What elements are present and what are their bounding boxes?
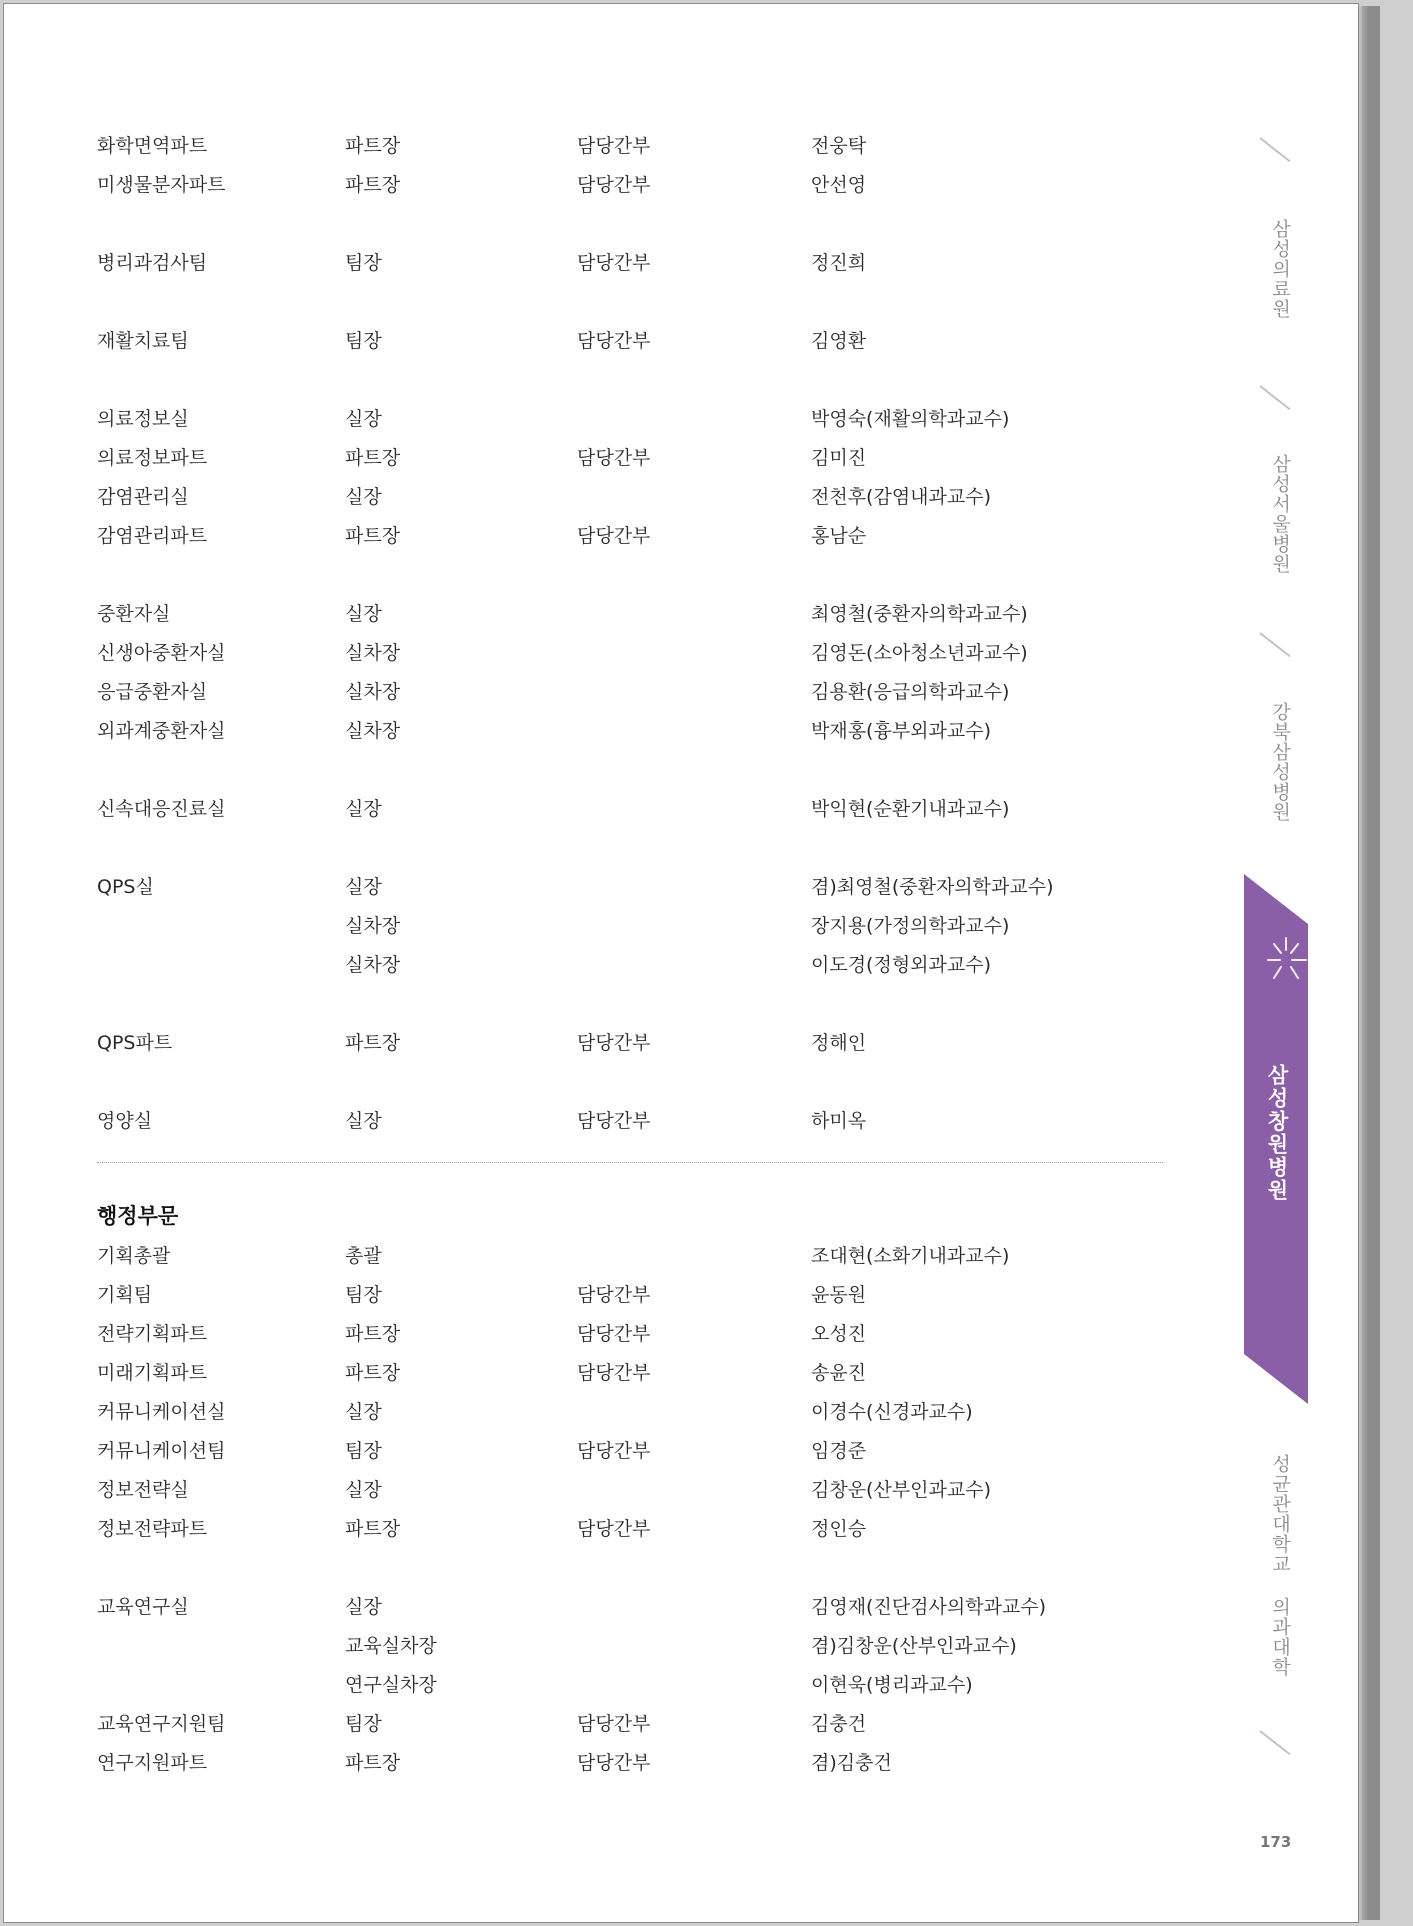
side-tab-samsung-medical-center[interactable]: 삼성의료원 [1269,219,1291,319]
position-cell: 실차장 [345,681,401,703]
table-row [97,1631,1177,1670]
person-name-cell: 김영환 [811,330,867,352]
staff-role-cell: 담당간부 [577,447,651,469]
table-row [97,1241,1177,1280]
staff-role-cell: 담당간부 [577,1713,651,1735]
person-name-cell: 김영재(진단검사의학과교수) [811,1596,1047,1618]
table-row [97,1709,1177,1748]
table-row [97,1358,1177,1397]
person-name-cell: 겸)김창운(산부인과교수) [811,1635,1017,1657]
position-cell: 파트장 [345,525,401,547]
department-cell: 외과계중환자실 [97,720,226,742]
sparkle-icon [1264,934,1308,988]
table-row [97,638,1177,677]
person-name-cell: 이경수(신경과교수) [811,1401,973,1423]
person-name-cell: 홍남순 [811,525,867,547]
department-cell: 응급중환자실 [97,681,208,703]
page-edge [1370,6,1380,1920]
position-cell: 팀장 [345,1284,382,1306]
staff-role-cell: 담당간부 [577,1032,651,1054]
slash-divider-icon [1259,137,1290,162]
person-name-cell: 오성진 [811,1323,867,1345]
person-name-cell: 윤동원 [811,1284,867,1306]
person-name-cell: 전웅탁 [811,135,867,157]
position-cell: 실장 [345,1479,382,1501]
position-cell: 파트장 [345,1518,401,1540]
person-name-cell: 정해인 [811,1032,867,1054]
department-cell: 신속대응진료실 [97,798,226,820]
position-cell: 실장 [345,486,382,508]
department-cell: 화학면역파트 [97,135,208,157]
table-row [97,1592,1177,1631]
table-row [97,1436,1177,1475]
department-cell: 정보전략파트 [97,1518,208,1540]
department-cell: 감염관리파트 [97,525,208,547]
table-row [97,1319,1177,1358]
staff-role-cell: 담당간부 [577,174,651,196]
position-cell: 파트장 [345,1752,401,1774]
slash-divider-icon [1259,1730,1290,1755]
department-cell: 미래기획파트 [97,1362,208,1384]
table-row [97,1748,1177,1787]
person-name-cell: 김영돈(소아청소년과교수) [811,642,1028,664]
position-cell: 파트장 [345,135,401,157]
position-cell: 파트장 [345,174,401,196]
department-cell: 의료정보파트 [97,447,208,469]
person-name-cell: 겸)최영철(중환자의학과교수) [811,876,1054,898]
staff-role-cell: 담당간부 [577,135,651,157]
position-cell: 파트장 [345,1362,401,1384]
side-tab-samsung-changwon-hospital[interactable]: 삼성창원병원 [1265,1064,1289,1202]
position-cell: 파트장 [345,447,401,469]
department-cell: 커뮤니케이션실 [97,1401,226,1423]
department-cell: 감염관리실 [97,486,189,508]
person-name-cell: 전천후(감염내과교수) [811,486,992,508]
table-row [97,911,1177,950]
person-name-cell: 김미진 [811,447,867,469]
position-cell: 팀장 [345,252,382,274]
staff-role-cell: 담당간부 [577,1110,651,1132]
department-cell: 커뮤니케이션팀 [97,1440,226,1462]
table-row [97,404,1177,443]
table-row [97,326,1177,365]
table-row [97,1475,1177,1514]
table-row [97,1280,1177,1319]
department-cell: 정보전략실 [97,1479,189,1501]
staff-role-cell: 담당간부 [577,330,651,352]
department-cell: 신생아중환자실 [97,642,226,664]
side-tab-samsung-seoul-hospital[interactable]: 삼성서울병원 [1269,454,1291,574]
table-row [97,950,1177,989]
staff-role-cell: 담당간부 [577,252,651,274]
department-cell: 연구지원파트 [97,1752,208,1774]
position-cell: 실장 [345,603,382,625]
document-page [3,3,1359,1923]
department-cell: 재활치료팀 [97,330,189,352]
person-name-cell: 김용환(응급의학과교수) [811,681,1010,703]
department-cell: 영양실 [97,1110,153,1132]
table-row [97,1106,1177,1145]
table-row [97,794,1177,833]
staff-role-cell: 담당간부 [577,525,651,547]
position-cell: 교육실차장 [345,1635,437,1657]
person-name-cell: 이도경(정형외과교수) [811,954,992,976]
department-cell: 교육연구실 [97,1596,189,1618]
position-cell: 실장 [345,408,382,430]
staff-role-cell: 담당간부 [577,1518,651,1540]
department-cell: 교육연구지원팀 [97,1713,226,1735]
person-name-cell: 정인승 [811,1518,867,1540]
department-cell: QPS실 [97,876,154,898]
table-row [97,1397,1177,1436]
department-cell: 병리과검사팀 [97,252,208,274]
person-name-cell: 박익현(순환기내과교수) [811,798,1010,820]
person-name-cell: 정진희 [811,252,867,274]
table-row [97,599,1177,638]
org-table [97,131,1177,1787]
person-name-cell: 장지용(가정의학과교수) [811,915,1010,937]
department-cell: 미생물분자파트 [97,174,226,196]
position-cell: 실장 [345,876,382,898]
person-name-cell: 박재홍(흉부외과교수) [811,720,992,742]
position-cell: 파트장 [345,1032,401,1054]
position-cell: 파트장 [345,1323,401,1345]
table-row [97,521,1177,560]
table-row [97,248,1177,287]
staff-role-cell: 담당간부 [577,1284,651,1306]
table-row [97,716,1177,755]
position-cell: 실장 [345,1110,382,1132]
position-cell: 실장 [345,1596,382,1618]
position-cell: 실장 [345,798,382,820]
person-name-cell: 박영숙(재활의학과교수) [811,408,1010,430]
table-row [97,677,1177,716]
section-title: 행정부문 [97,1204,179,1228]
table-row [97,170,1177,209]
side-tab-skku-medical-school[interactable]: 성균관대학교 의과대학 [1269,1454,1291,1677]
table-row [97,482,1177,521]
table-row [97,1514,1177,1553]
table-row [97,131,1177,170]
department-cell: QPS파트 [97,1032,173,1054]
slash-divider-icon [1259,385,1290,410]
slash-divider-icon [1259,632,1290,657]
table-row [97,1028,1177,1067]
person-name-cell: 겸)김충건 [811,1752,892,1774]
position-cell: 팀장 [345,1713,382,1735]
department-cell: 기획팀 [97,1284,153,1306]
position-cell: 팀장 [345,1440,382,1462]
position-cell: 실차장 [345,642,401,664]
department-cell: 의료정보실 [97,408,189,430]
person-name-cell: 김창운(산부인과교수) [811,1479,992,1501]
person-name-cell: 김충건 [811,1713,867,1735]
position-cell: 연구실차장 [345,1674,437,1696]
position-cell: 팀장 [345,330,382,352]
person-name-cell: 안선영 [811,174,867,196]
page-number: 173 [1260,1833,1292,1851]
department-cell: 중환자실 [97,603,171,625]
person-name-cell: 최영철(중환자의학과교수) [811,603,1028,625]
staff-role-cell: 담당간부 [577,1323,651,1345]
person-name-cell: 이현욱(병리과교수) [811,1674,973,1696]
position-cell: 실장 [345,1401,382,1423]
table-row [97,443,1177,482]
position-cell: 실차장 [345,954,401,976]
staff-role-cell: 담당간부 [577,1362,651,1384]
person-name-cell: 송윤진 [811,1362,867,1384]
table-row [97,1670,1177,1709]
table-row [97,872,1177,911]
position-cell: 총괄 [345,1245,382,1267]
person-name-cell: 임경준 [811,1440,867,1462]
staff-role-cell: 담당간부 [577,1752,651,1774]
section-divider [97,1162,1163,1163]
department-cell: 기획총괄 [97,1245,171,1267]
side-tab-kangbuk-samsung-hospital[interactable]: 강북삼성병원 [1269,702,1291,822]
person-name-cell: 하미옥 [811,1110,867,1132]
department-cell: 전략기획파트 [97,1323,208,1345]
side-navigation [1240,4,1360,1924]
position-cell: 실차장 [345,720,401,742]
person-name-cell: 조대현(소화기내과교수) [811,1245,1010,1267]
position-cell: 실차장 [345,915,401,937]
staff-role-cell: 담당간부 [577,1440,651,1462]
